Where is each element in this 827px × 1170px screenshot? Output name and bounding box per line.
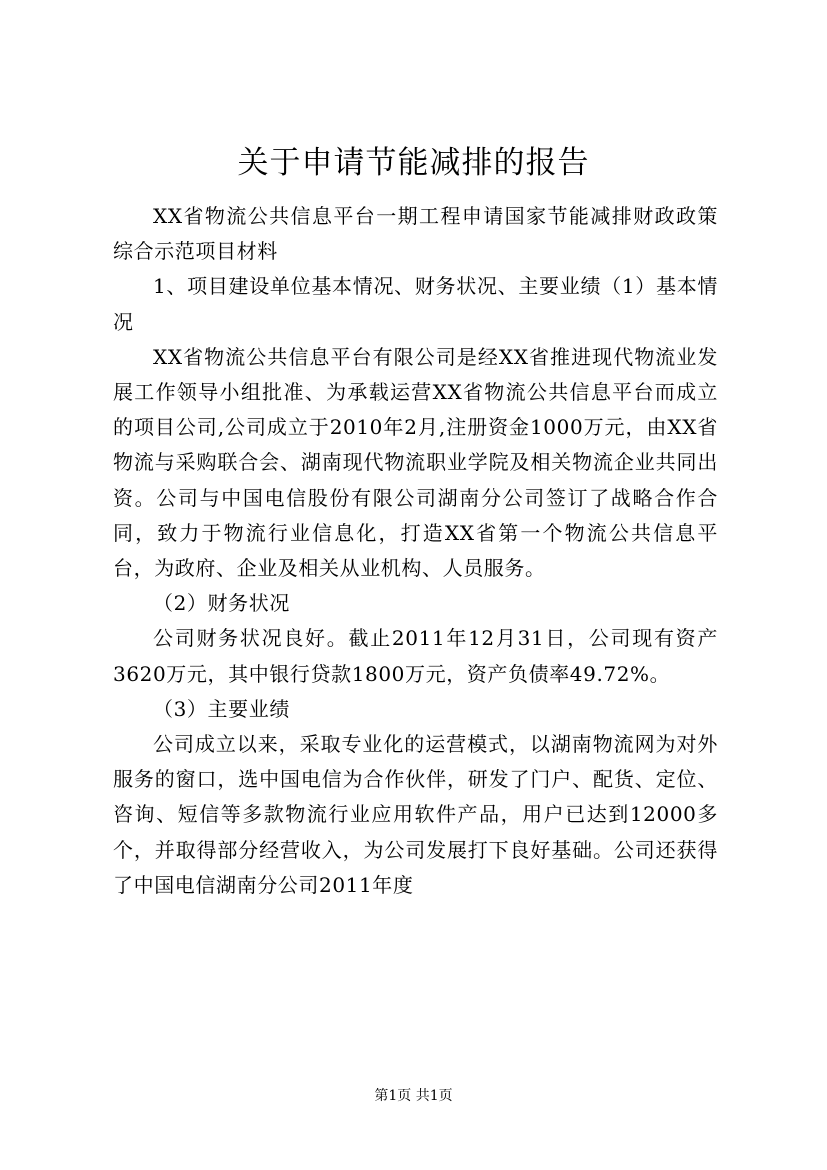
paragraph-basic-info: XX省物流公共信息平台有限公司是经XX省推进现代物流业发展工作领导小组批准、为承载运营XX省物流公共信息平台而成立的项目公司,公司成立于2010年2月,注册资金1000万元，由XX省物流与采购联合会、湖南现代物流职业学院及相关物流企业共同出资。公司与中国电信股份有限公司湖南分公司签订了战略合作合同，致力于物流行业信息化，打造XX省第一个物流公共信息平台，为政府、企业及相关从业机构、人员服务。 (113, 344, 718, 581)
paragraph-finance: 公司财务状况良好。截止2011年12月31日，公司现有资产3620万元，其中银行贷款1800万元，资产负债率49.72%。 (113, 626, 718, 686)
paragraph-finance-heading: （2）财务状况 (153, 591, 290, 616)
document-title: 关于申请节能减排的报告 (237, 145, 590, 181)
page-number-footer: 第1页 共1页 (374, 1088, 453, 1104)
paragraph-achievements-heading: （3）主要业绩 (153, 696, 290, 721)
document-body (113, 199, 718, 903)
paragraph-intro: XX省物流公共信息平台一期工程申请国家节能减排财政政策综合示范项目材料 (113, 204, 718, 264)
paragraph-section-1-heading: 1、项目建设单位基本情况、财务状况、主要业绩（1）基本情况 (113, 274, 718, 334)
paragraph-achievements: 公司成立以来，采取专业化的运营模式，以湖南物流网为对外服务的窗口，选中国电信为合作伙伴，研发了门户、配货、定位、咨询、短信等多款物流行业应用软件产品，用户已达到12000多个，并取得部分经营收入，为公司发展打下良好基础。公司还获得了中国电信湖南分公司2011年度 (113, 732, 718, 897)
